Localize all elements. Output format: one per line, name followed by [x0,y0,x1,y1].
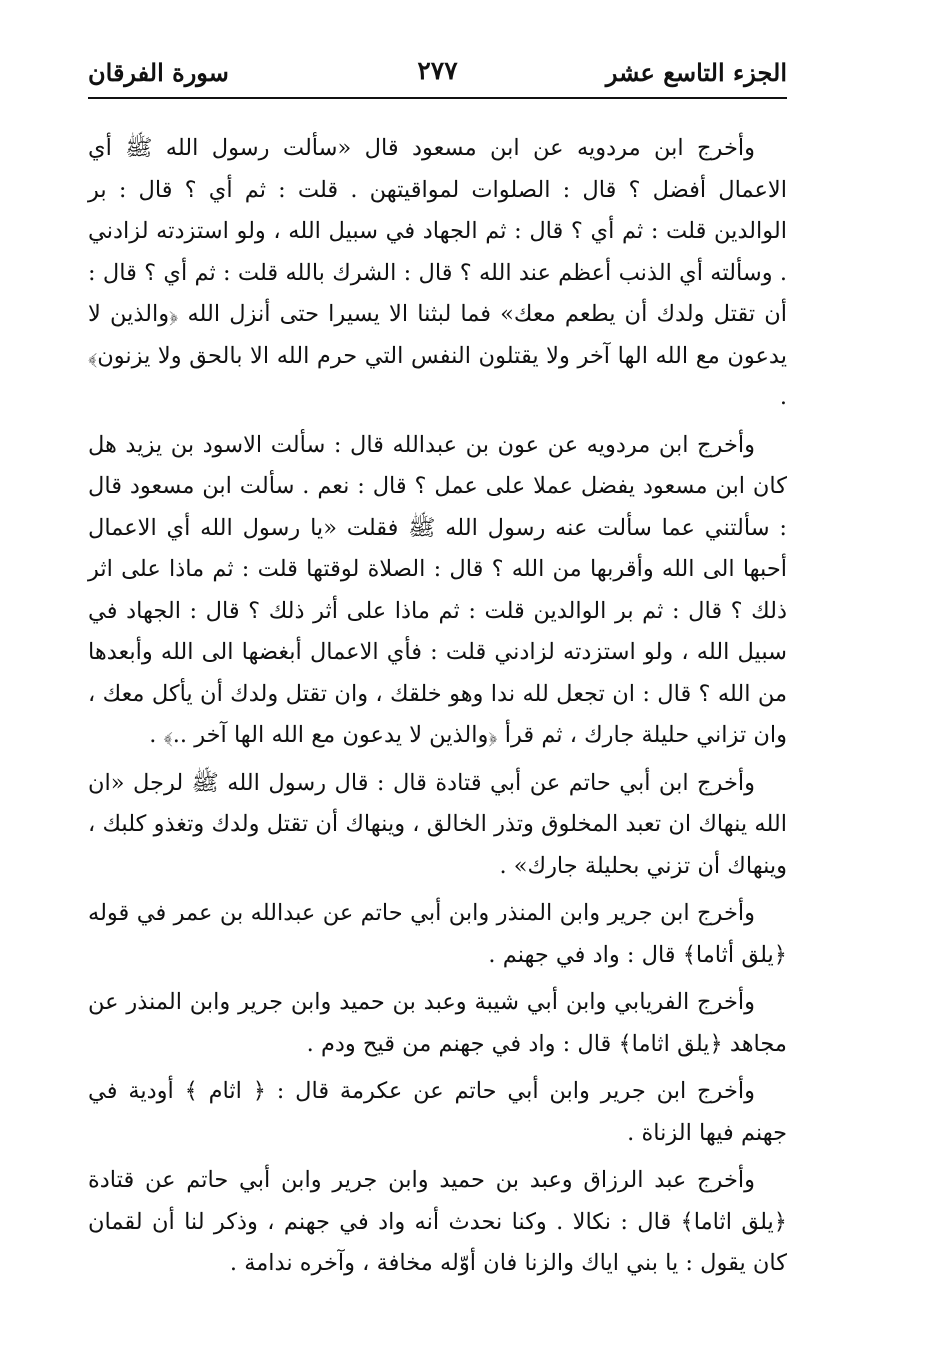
header-divider [88,97,787,99]
paragraph-5: وأخرج الفريابي وابن أبي شيبة وعبد بن حميد وابن جرير وابن المنذر عن مجاهد ﴿يلق اثاما﴾ قال : واد في جهنم من قيح ودم . [88,989,787,1057]
surah-title: سورة الفرقان [88,58,229,87]
page-body [88,128,787,1291]
page-header [88,52,787,98]
paragraph-1: وأخرج ابن مردويه عن ابن مسعود قال «سألت رسول الله ﷺ أي الاعمال أفضل ؟ قال : الصلوات لمواقيتهن . قلت : ثم أي ؟ قال : بر الوالدين قلت : ثم أي ؟ قال : ثم الجهاد في سبيل الله ، ولو استزدته لزادني . وسألته أي الذنب أعظم عند الله ؟ قال : الشرك بالله قلت : ثم أي ؟ قال : أن تقتل ولدك أن يطعم معك» فما لبثنا الا يسيرا حتى أنزل الله ﴿والذين لا يدعون مع الله الها آخر ولا يقتلون النفس التي حرم الله الا بالحق ولا يزنون﴾ . [88,135,787,410]
page-number: ٢٧٧ [417,56,458,85]
part-title: الجزء التاسع عشر [605,58,787,87]
paragraph-7: وأخرج عبد الرزاق وعبد بن حميد وابن جرير وابن أبي حاتم عن قتادة ﴿يلق اثاما﴾ قال : نكالا . وكنا نحدث أنه واد في جهنم ، وذكر لنا أن لقمان كان يقول : يا بني اياك والزنا فان أوّله مخافة ، وآخره ندامة . [88,1167,787,1276]
paragraph-4: وأخرج ابن جرير وابن المنذر وابن أبي حاتم عن عبدالله بن عمر في قوله ﴿يلق أثاما﴾ قال : واد في جهنم . [88,900,787,968]
paragraph-3: وأخرج ابن أبي حاتم عن أبي قتادة قال : قال رسول الله ﷺ لرجل «ان الله ينهاك ان تعبد المخلوق وتذر الخالق ، وينهاك أن تقتل ولدك وتغذو كلبك ، وينهاك أن تزني بحليلة جارك» . [88,769,787,879]
paragraph-2: وأخرج ابن مردويه عن عون بن عبدالله قال : سألت الاسود بن يزيد هل كان ابن مسعود يفضل عملا على عمل ؟ قال : نعم . سألت ابن مسعود قال : سألتني عما سألت عنه رسول الله ﷺ فقلت «يا رسول الله أي الاعمال أحبها الى الله وأقربها من الله ؟ قال : الصلاة لوقتها قلت : ثم ماذا على اثر ذلك ؟ قال : ثم بر الوالدين قلت : ثم ماذا على أثر ذلك ؟ قال : الجهاد في سبيل الله ، ولو استزدته لزادني قلت : فأي الاعمال أبغضها الى الله وأبعدها من الله ؟ قال : ان تجعل لله ندا وهو خلقك ، وان تقتل ولدك أن يأكل معك ، وان تزاني حليلة جارك ، ثم قرأ ﴿والذين لا يدعون مع الله الها آخر ..﴾ . [88,431,787,748]
paragraph-6: وأخرج ابن جرير وابن أبي حاتم عن عكرمة قال : ﴿ اثام ﴾ أودية في جهنم فيها الزناة . [88,1078,787,1146]
